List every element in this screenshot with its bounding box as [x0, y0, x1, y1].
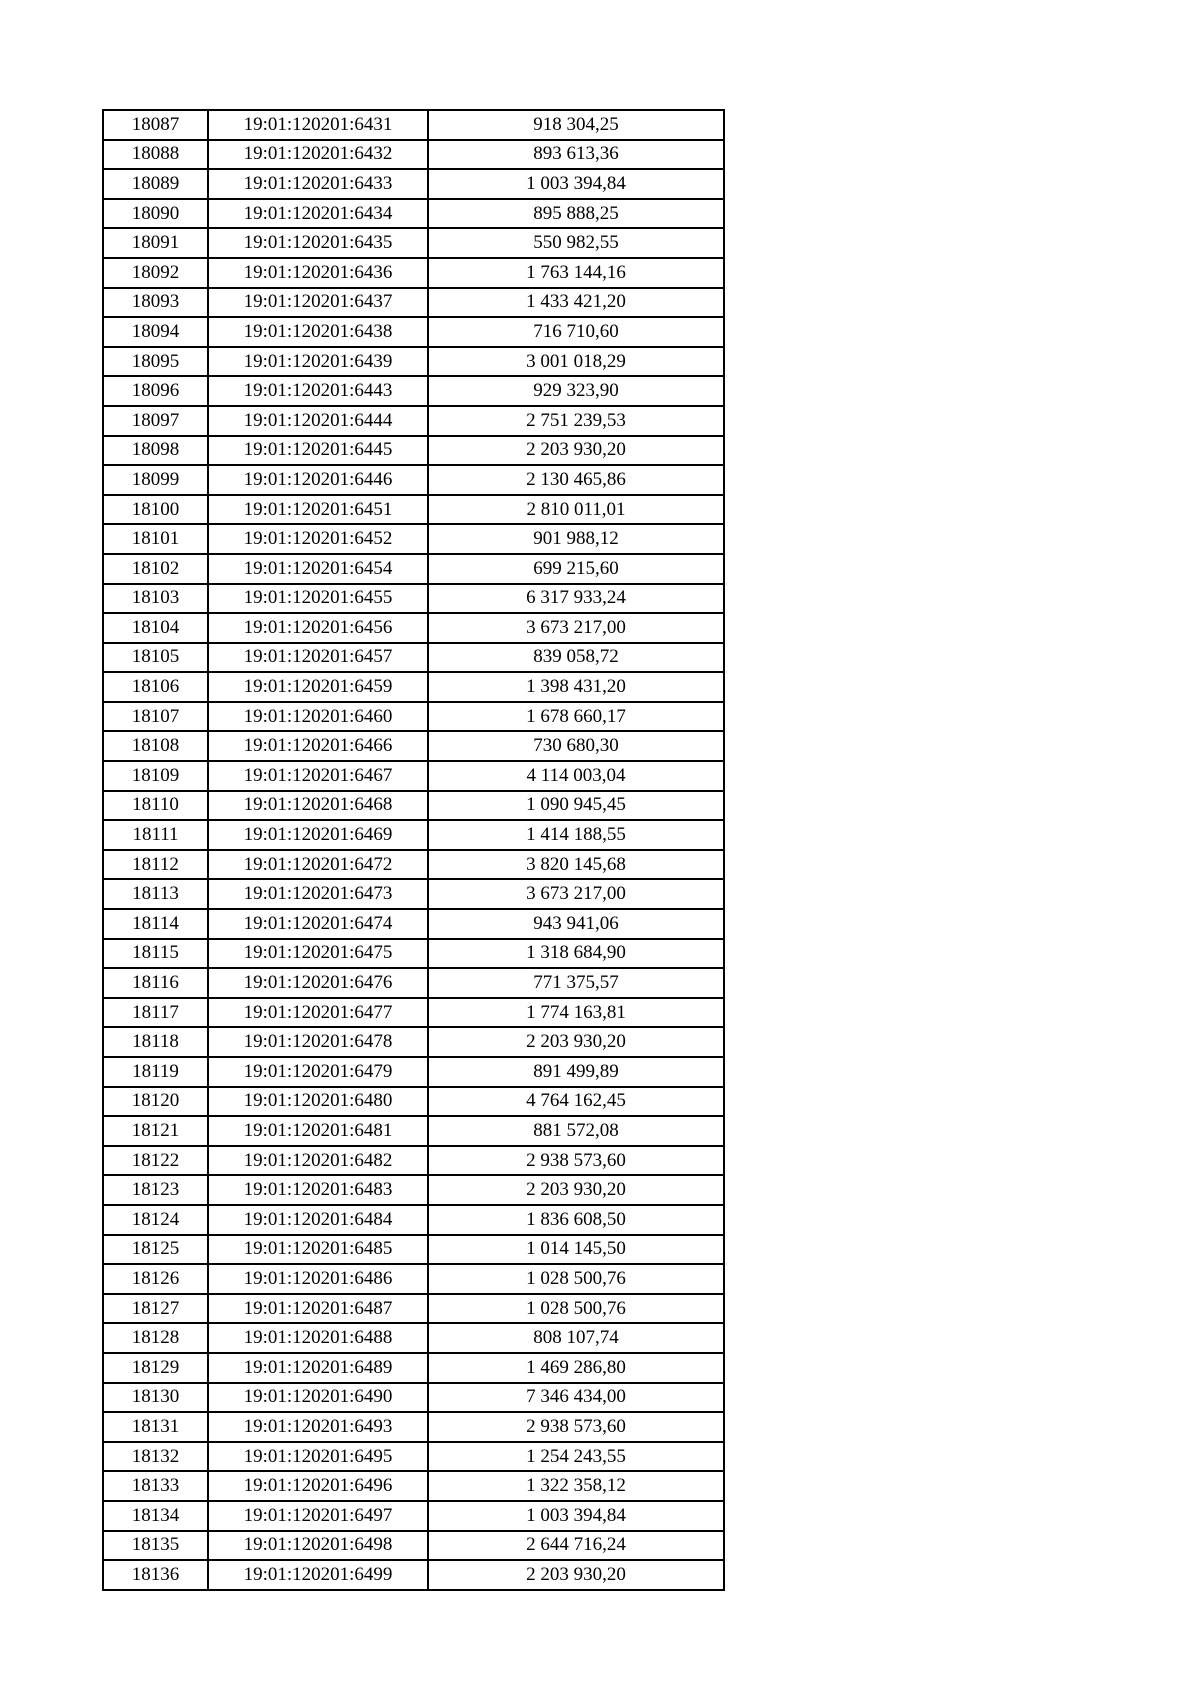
cadastral-value-cell: 3 673 217,00	[428, 879, 724, 909]
row-number-cell: 18112	[103, 850, 208, 880]
cadastral-number-cell: 19:01:120201:6496	[208, 1471, 428, 1501]
cadastral-value-cell: 1 398 431,20	[428, 672, 724, 702]
cadastral-value-table	[102, 109, 725, 1591]
cadastral-number-cell: 19:01:120201:6443	[208, 376, 428, 406]
cadastral-number-cell: 19:01:120201:6469	[208, 820, 428, 850]
cadastral-value-cell: 2 203 930,20	[428, 1560, 724, 1590]
cadastral-value-cell: 1 469 286,80	[428, 1353, 724, 1383]
cadastral-value-cell: 1 678 660,17	[428, 702, 724, 732]
cadastral-number-cell: 19:01:120201:6444	[208, 406, 428, 436]
cadastral-number-cell: 19:01:120201:6437	[208, 288, 428, 318]
cadastral-value-cell: 3 820 145,68	[428, 850, 724, 880]
cadastral-value-cell: 808 107,74	[428, 1323, 724, 1353]
cadastral-number-cell: 19:01:120201:6433	[208, 169, 428, 199]
cadastral-value-cell: 943 941,06	[428, 909, 724, 939]
cadastral-value-cell: 881 572,08	[428, 1116, 724, 1146]
table-row	[103, 288, 724, 318]
row-number-cell: 18094	[103, 317, 208, 347]
row-number-cell: 18118	[103, 1027, 208, 1057]
cadastral-number-cell: 19:01:120201:6434	[208, 199, 428, 229]
row-number-cell: 18108	[103, 731, 208, 761]
table-row	[103, 1027, 724, 1057]
cadastral-number-cell: 19:01:120201:6435	[208, 228, 428, 258]
row-number-cell: 18135	[103, 1531, 208, 1561]
cadastral-value-cell: 771 375,57	[428, 968, 724, 998]
cadastral-number-cell: 19:01:120201:6499	[208, 1560, 428, 1590]
table-row	[103, 702, 724, 732]
cadastral-number-cell: 19:01:120201:6466	[208, 731, 428, 761]
row-number-cell: 18115	[103, 939, 208, 969]
table-row	[103, 199, 724, 229]
table-row	[103, 1560, 724, 1590]
cadastral-number-cell: 19:01:120201:6476	[208, 968, 428, 998]
cadastral-value-cell: 1 028 500,76	[428, 1294, 724, 1324]
row-number-cell: 18110	[103, 791, 208, 821]
cadastral-number-cell: 19:01:120201:6486	[208, 1264, 428, 1294]
row-number-cell: 18126	[103, 1264, 208, 1294]
cadastral-number-cell: 19:01:120201:6475	[208, 939, 428, 969]
table-row	[103, 1146, 724, 1176]
cadastral-value-cell: 891 499,89	[428, 1057, 724, 1087]
table-row	[103, 1471, 724, 1501]
row-number-cell: 18125	[103, 1235, 208, 1265]
cadastral-number-cell: 19:01:120201:6459	[208, 672, 428, 702]
cadastral-value-cell: 1 836 608,50	[428, 1205, 724, 1235]
table-body	[103, 110, 724, 1590]
cadastral-number-cell: 19:01:120201:6467	[208, 761, 428, 791]
cadastral-number-cell: 19:01:120201:6487	[208, 1294, 428, 1324]
row-number-cell: 18090	[103, 199, 208, 229]
cadastral-value-cell: 1 090 945,45	[428, 791, 724, 821]
table-row	[103, 672, 724, 702]
cadastral-value-cell: 1 014 145,50	[428, 1235, 724, 1265]
cadastral-value-cell: 929 323,90	[428, 376, 724, 406]
row-number-cell: 18095	[103, 347, 208, 377]
row-number-cell: 18116	[103, 968, 208, 998]
row-number-cell: 18102	[103, 554, 208, 584]
table-row	[103, 584, 724, 614]
cadastral-number-cell: 19:01:120201:6480	[208, 1087, 428, 1117]
cadastral-number-cell: 19:01:120201:6488	[208, 1323, 428, 1353]
cadastral-value-cell: 2 938 573,60	[428, 1412, 724, 1442]
cadastral-number-cell: 19:01:120201:6474	[208, 909, 428, 939]
cadastral-number-cell: 19:01:120201:6493	[208, 1412, 428, 1442]
table-row	[103, 1323, 724, 1353]
row-number-cell: 18127	[103, 1294, 208, 1324]
cadastral-value-cell: 2 203 930,20	[428, 1175, 724, 1205]
cadastral-value-cell: 2 751 239,53	[428, 406, 724, 436]
table-row	[103, 436, 724, 466]
table-row	[103, 761, 724, 791]
row-number-cell: 18107	[103, 702, 208, 732]
cadastral-value-cell: 901 988,12	[428, 524, 724, 554]
table-row	[103, 1412, 724, 1442]
cadastral-value-cell: 1 003 394,84	[428, 1501, 724, 1531]
table-row	[103, 169, 724, 199]
table-row	[103, 1442, 724, 1472]
table-row	[103, 850, 724, 880]
cadastral-value-cell: 3 001 018,29	[428, 347, 724, 377]
row-number-cell: 18117	[103, 998, 208, 1028]
cadastral-number-cell: 19:01:120201:6479	[208, 1057, 428, 1087]
row-number-cell: 18101	[103, 524, 208, 554]
cadastral-value-cell: 1 318 684,90	[428, 939, 724, 969]
cadastral-value-cell: 1 433 421,20	[428, 288, 724, 318]
cadastral-value-cell: 3 673 217,00	[428, 613, 724, 643]
table-row	[103, 1353, 724, 1383]
table-row	[103, 1175, 724, 1205]
table-row	[103, 524, 724, 554]
cadastral-value-cell: 1 763 144,16	[428, 258, 724, 288]
row-number-cell: 18106	[103, 672, 208, 702]
cadastral-value-cell: 1 774 163,81	[428, 998, 724, 1028]
table-row	[103, 731, 724, 761]
cadastral-value-cell: 1 003 394,84	[428, 169, 724, 199]
table-row	[103, 998, 724, 1028]
cadastral-number-cell: 19:01:120201:6495	[208, 1442, 428, 1472]
cadastral-value-cell: 699 215,60	[428, 554, 724, 584]
row-number-cell: 18096	[103, 376, 208, 406]
cadastral-number-cell: 19:01:120201:6473	[208, 879, 428, 909]
table-row	[103, 140, 724, 170]
table-row	[103, 1264, 724, 1294]
cadastral-number-cell: 19:01:120201:6454	[208, 554, 428, 584]
table-row	[103, 1235, 724, 1265]
cadastral-value-cell: 1 414 188,55	[428, 820, 724, 850]
cadastral-number-cell: 19:01:120201:6497	[208, 1501, 428, 1531]
row-number-cell: 18123	[103, 1175, 208, 1205]
cadastral-number-cell: 19:01:120201:6431	[208, 110, 428, 140]
row-number-cell: 18132	[103, 1442, 208, 1472]
row-number-cell: 18119	[103, 1057, 208, 1087]
cadastral-value-cell: 2 644 716,24	[428, 1531, 724, 1561]
table-row	[103, 1057, 724, 1087]
cadastral-value-cell: 1 254 243,55	[428, 1442, 724, 1472]
cadastral-value-cell: 895 888,25	[428, 199, 724, 229]
cadastral-number-cell: 19:01:120201:6484	[208, 1205, 428, 1235]
table-row	[103, 465, 724, 495]
cadastral-number-cell: 19:01:120201:6438	[208, 317, 428, 347]
cadastral-number-cell: 19:01:120201:6457	[208, 643, 428, 673]
table-row	[103, 110, 724, 140]
cadastral-number-cell: 19:01:120201:6452	[208, 524, 428, 554]
row-number-cell: 18129	[103, 1353, 208, 1383]
table-row	[103, 1116, 724, 1146]
row-number-cell: 18134	[103, 1501, 208, 1531]
cadastral-number-cell: 19:01:120201:6456	[208, 613, 428, 643]
table-row	[103, 879, 724, 909]
row-number-cell: 18087	[103, 110, 208, 140]
cadastral-value-cell: 2 938 573,60	[428, 1146, 724, 1176]
cadastral-number-cell: 19:01:120201:6439	[208, 347, 428, 377]
cadastral-number-cell: 19:01:120201:6489	[208, 1353, 428, 1383]
cadastral-value-cell: 839 058,72	[428, 643, 724, 673]
cadastral-value-cell: 550 982,55	[428, 228, 724, 258]
cadastral-number-cell: 19:01:120201:6477	[208, 998, 428, 1028]
table-row	[103, 376, 724, 406]
row-number-cell: 18088	[103, 140, 208, 170]
row-number-cell: 18097	[103, 406, 208, 436]
table-row	[103, 406, 724, 436]
row-number-cell: 18099	[103, 465, 208, 495]
table-row	[103, 258, 724, 288]
row-number-cell: 18089	[103, 169, 208, 199]
cadastral-value-cell: 893 613,36	[428, 140, 724, 170]
cadastral-number-cell: 19:01:120201:6483	[208, 1175, 428, 1205]
row-number-cell: 18122	[103, 1146, 208, 1176]
table-row	[103, 228, 724, 258]
cadastral-value-cell: 730 680,30	[428, 731, 724, 761]
row-number-cell: 18133	[103, 1471, 208, 1501]
row-number-cell: 18103	[103, 584, 208, 614]
cadastral-value-cell: 918 304,25	[428, 110, 724, 140]
cadastral-number-cell: 19:01:120201:6482	[208, 1146, 428, 1176]
table-row	[103, 909, 724, 939]
table-row	[103, 939, 724, 969]
row-number-cell: 18130	[103, 1383, 208, 1413]
cadastral-number-cell: 19:01:120201:6436	[208, 258, 428, 288]
cadastral-value-cell: 716 710,60	[428, 317, 724, 347]
row-number-cell: 18114	[103, 909, 208, 939]
row-number-cell: 18098	[103, 436, 208, 466]
row-number-cell: 18120	[103, 1087, 208, 1117]
cadastral-value-cell: 2 203 930,20	[428, 436, 724, 466]
table-row	[103, 1501, 724, 1531]
row-number-cell: 18128	[103, 1323, 208, 1353]
table-row	[103, 791, 724, 821]
cadastral-value-cell: 6 317 933,24	[428, 584, 724, 614]
cadastral-number-cell: 19:01:120201:6455	[208, 584, 428, 614]
table-row	[103, 820, 724, 850]
cadastral-number-cell: 19:01:120201:6460	[208, 702, 428, 732]
cadastral-number-cell: 19:01:120201:6468	[208, 791, 428, 821]
row-number-cell: 18113	[103, 879, 208, 909]
cadastral-value-cell: 2 203 930,20	[428, 1027, 724, 1057]
cadastral-value-cell: 1 322 358,12	[428, 1471, 724, 1501]
table-row	[103, 643, 724, 673]
cadastral-number-cell: 19:01:120201:6481	[208, 1116, 428, 1146]
table-row	[103, 1294, 724, 1324]
cadastral-value-cell: 4 114 003,04	[428, 761, 724, 791]
cadastral-number-cell: 19:01:120201:6451	[208, 495, 428, 525]
table-row	[103, 1531, 724, 1561]
cadastral-number-cell: 19:01:120201:6498	[208, 1531, 428, 1561]
table-row	[103, 317, 724, 347]
table-row	[103, 1087, 724, 1117]
row-number-cell: 18100	[103, 495, 208, 525]
cadastral-value-cell: 2 810 011,01	[428, 495, 724, 525]
table-row	[103, 1205, 724, 1235]
table-row	[103, 554, 724, 584]
row-number-cell: 18121	[103, 1116, 208, 1146]
row-number-cell: 18136	[103, 1560, 208, 1590]
cadastral-value-cell: 1 028 500,76	[428, 1264, 724, 1294]
cadastral-value-cell: 4 764 162,45	[428, 1087, 724, 1117]
cadastral-number-cell: 19:01:120201:6432	[208, 140, 428, 170]
cadastral-number-cell: 19:01:120201:6445	[208, 436, 428, 466]
row-number-cell: 18124	[103, 1205, 208, 1235]
cadastral-number-cell: 19:01:120201:6478	[208, 1027, 428, 1057]
cadastral-value-cell: 2 130 465,86	[428, 465, 724, 495]
row-number-cell: 18131	[103, 1412, 208, 1442]
row-number-cell: 18093	[103, 288, 208, 318]
table-row	[103, 495, 724, 525]
row-number-cell: 18105	[103, 643, 208, 673]
row-number-cell: 18111	[103, 820, 208, 850]
row-number-cell: 18104	[103, 613, 208, 643]
row-number-cell: 18091	[103, 228, 208, 258]
table-row	[103, 613, 724, 643]
table-row	[103, 347, 724, 377]
cadastral-value-cell: 7 346 434,00	[428, 1383, 724, 1413]
cadastral-number-cell: 19:01:120201:6446	[208, 465, 428, 495]
cadastral-number-cell: 19:01:120201:6485	[208, 1235, 428, 1265]
cadastral-number-cell: 19:01:120201:6472	[208, 850, 428, 880]
cadastral-number-cell: 19:01:120201:6490	[208, 1383, 428, 1413]
table-row	[103, 968, 724, 998]
row-number-cell: 18109	[103, 761, 208, 791]
table-row	[103, 1383, 724, 1413]
row-number-cell: 18092	[103, 258, 208, 288]
